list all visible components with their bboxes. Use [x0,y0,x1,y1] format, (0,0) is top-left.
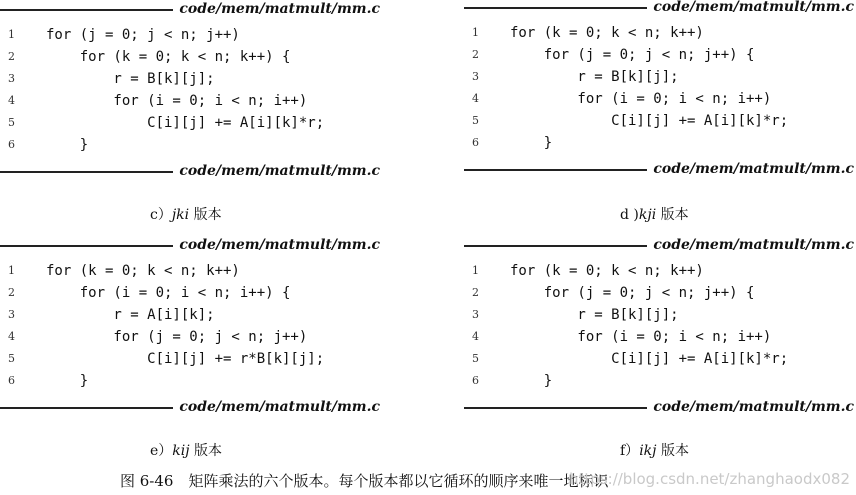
caption-suffix: 版本 [189,443,223,459]
line-number: 3 [472,308,479,321]
caption-name: kji [638,207,657,223]
line-number: 4 [8,330,15,343]
line-number: 2 [472,286,479,299]
line-number: 3 [8,308,15,321]
code-line: C[i][j] += r*B[k][j]; [46,351,325,367]
line-number: 1 [8,264,15,277]
code-panel-kji [464,0,854,178]
caption-name: jki [171,207,190,223]
panel-caption-kji [620,204,689,224]
top-rule [464,236,854,254]
code-panel-kij [0,236,390,416]
code-line: C[i][j] += A[i][k]*r; [510,113,789,129]
code-line: for (k = 0; k < n; k++) [510,263,704,279]
code-line: for (j = 0; j < n; j++) { [510,285,755,301]
code-listing [464,20,854,152]
code-line: r = B[k][j]; [46,71,215,87]
caption-prefix: c） [150,207,172,223]
code-listing [464,258,854,390]
code-line: for (j = 0; j < n; j++) [46,329,308,345]
file-path-label: code/mem/matmult/mm.c [173,0,380,18]
top-rule [0,0,390,18]
top-rule [464,0,854,16]
line-number: 1 [472,26,479,39]
line-number: 6 [472,374,479,387]
bottom-rule [464,398,854,416]
code-line: for (j = 0; j < n; j++) { [510,47,755,63]
code-listing [0,22,390,154]
line-number: 6 [8,138,15,151]
line-number: 3 [472,70,479,83]
code-line: for (i = 0; i < n; i++) [46,93,308,109]
code-line: } [46,373,89,389]
line-number: 2 [8,50,15,63]
file-path-label: code/mem/matmult/mm.c [647,160,854,178]
code-line: for (k = 0; k < n; k++) [46,263,240,279]
code-line: } [510,373,553,389]
code-line: for (k = 0; k < n; k++) [510,25,704,41]
panel-caption-kij [150,440,222,460]
line-number: 4 [472,92,479,105]
code-line: r = A[i][k]; [46,307,215,323]
line-number: 2 [8,286,15,299]
caption-name: ikj [639,443,657,459]
bottom-rule [464,160,854,178]
caption-name: kij [172,443,190,459]
line-number: 5 [472,352,479,365]
caption-suffix: 版本 [656,443,689,459]
line-number: 3 [8,72,15,85]
caption-suffix: 版本 [656,207,689,223]
code-line: for (i = 0; i < n; i++) { [46,285,291,301]
code-line: for (j = 0; j < n; j++) [46,27,240,43]
code-panel-jki [0,0,390,180]
code-line: } [510,135,553,151]
line-number: 5 [472,114,479,127]
code-line: for (i = 0; i < n; i++) [510,329,772,345]
bottom-rule [0,398,390,416]
watermark-url: https://blog.csdn.net/zhanghaodx082 [569,470,850,488]
file-path-label: code/mem/matmult/mm.c [173,162,380,180]
caption-prefix: d ) [620,207,639,223]
bottom-rule [0,162,390,180]
code-line: } [46,137,89,153]
file-path-label: code/mem/matmult/mm.c [647,0,854,16]
line-number: 2 [472,48,479,61]
line-number: 6 [472,136,479,149]
line-number: 1 [472,264,479,277]
code-line: C[i][j] += A[i][k]*r; [46,115,325,131]
code-line: r = B[k][j]; [510,307,679,323]
file-path-label: code/mem/matmult/mm.c [173,236,380,254]
line-number: 5 [8,116,15,129]
file-path-label: code/mem/matmult/mm.c [173,398,380,416]
code-line: for (k = 0; k < n; k++) { [46,49,291,65]
line-number: 5 [8,352,15,365]
caption-prefix: f） [620,443,640,459]
caption-suffix: 版本 [189,207,222,223]
code-panel-ikj [464,236,854,416]
figure-caption: 图 6-46 矩阵乘法的六个版本。每个版本都以它循环的顺序来唯一地标识 [120,472,609,490]
code-line: r = B[k][j]; [510,69,679,85]
file-path-label: code/mem/matmult/mm.c [647,236,854,254]
line-number: 1 [8,28,15,41]
file-path-label: code/mem/matmult/mm.c [647,398,854,416]
line-number: 4 [8,94,15,107]
top-rule [0,236,390,254]
line-number: 6 [8,374,15,387]
code-listing [0,258,390,390]
line-number: 4 [472,330,479,343]
code-line: C[i][j] += A[i][k]*r; [510,351,789,367]
caption-prefix: e） [150,443,173,459]
code-line: for (i = 0; i < n; i++) [510,91,772,107]
panel-caption-jki [150,204,222,224]
panel-caption-ikj [620,440,689,460]
